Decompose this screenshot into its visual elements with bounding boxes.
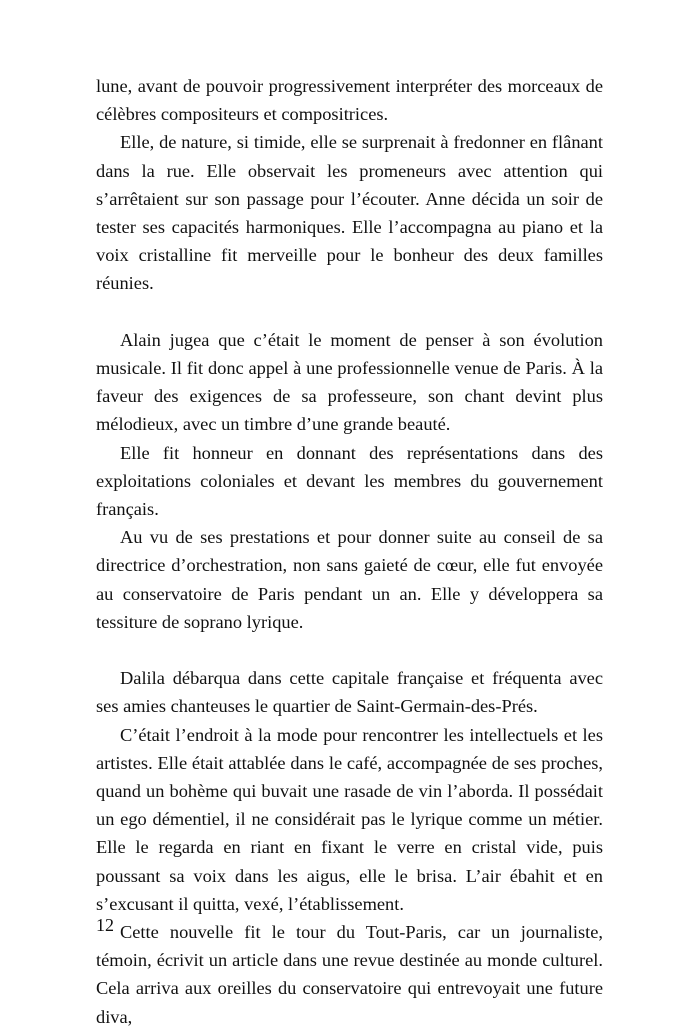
paragraph-continuation: lune, avant de pouvoir progressivement interpréter des morceaux de célèbres compositeurs et compositrices. [96, 76, 603, 125]
paragraph-musical-evolution: Alain jugea que c’était le moment de penser à son évolution musicale. Il fit donc appel à une professionnelle venue de Paris. À la faveur des exigences de sa professeure, son chant devint plus mélodieux, avec un timbre d’une grande beauté. [96, 329, 603, 435]
paragraph-conservatoire: Au vu de ses prestations et pour donner suite au conseil de sa directrice d’orchestration, non sans gaieté de cœur, elle fut envoyée au conservatoire de Paris pendant un an. Elle y développera sa tessiture de soprano lyrique. [96, 527, 603, 632]
page-number: 12 [96, 915, 114, 935]
paragraph-cafe-incident: C’était l’endroit à la mode pour rencontrer les intellectuels et les artistes. Elle était attablée dans le café, accompagnée de ses proches, quand un bohème qui buvait une rasade de vin l’aborda. Il possédait un ego démentiel, il ne considérait pas le lyrique comme un métier. Elle le regarda en riant en fixant le verre en cristal vide, puis poussant sa voix dans les aigus, elle le brisa. L’air ébahit et en s’excusant il quitta, vexé, l’établissement. [96, 724, 603, 914]
paragraph-tout-paris: Cette nouvelle fit le tour du Tout-Paris, car un journaliste, témoin, écrivit un article dans une revue destinée au monde culturel. Cela arriva aux oreilles du conservatoire qui entrevoyait une future diva, [96, 922, 603, 1027]
paragraph-humming: Elle, de nature, si timide, elle se surprenait à fredonner en flânant dans la rue. Elle observait les promeneurs avec attention qui s’arrêtaient sur son passage pour l’écouter. Anne décida un soir de tester ses capacités harmoniques. Elle l’accompagna au piano et la voix cristalline fit merveille pour le bonheur des deux familles réunies. [96, 132, 603, 294]
paragraph-arrival-paris: Dalila débarqua dans cette capitale française et fréquenta avec ses amies chanteuses le quartier de Saint-Germain-des-Prés. [96, 668, 603, 717]
paragraph-representations: Elle fit honneur en donnant des représentations dans des exploitations coloniales et devant les membres du gouvernement français. [96, 442, 603, 520]
body-text [96, 72, 603, 1031]
